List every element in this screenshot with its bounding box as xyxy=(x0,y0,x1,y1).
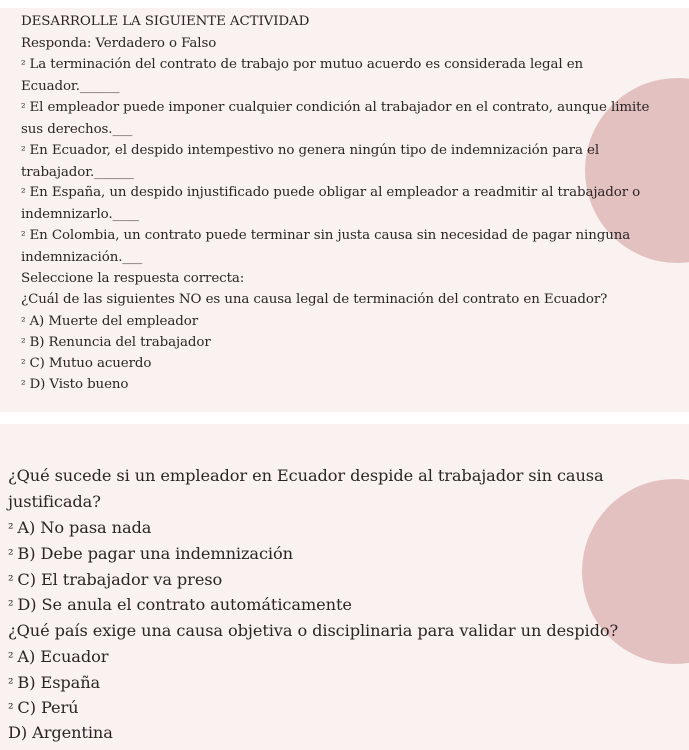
tf-item-3-blank: trabajador.______ xyxy=(21,165,134,180)
tf-item-1: ² La terminación del contrato de trabajo por mutuo acuerdo es considerada legal en xyxy=(21,57,584,72)
mc-instruction: Seleccione la respuesta correcta: xyxy=(21,271,245,286)
q2-option-d: D) Argentina xyxy=(8,723,113,742)
q1-option-c: ² C) El trabajador va preso xyxy=(8,570,223,589)
activity-heading: DESARROLLE LA SIGUIENTE ACTIVIDAD xyxy=(21,14,310,29)
q1-option-a: ² A) No pasa nada xyxy=(8,518,152,537)
tf-instruction: Responda: Verdadero o Falso xyxy=(21,36,217,51)
bullet-marker: ² xyxy=(21,185,26,199)
tf-item-3: ² En Ecuador, el despido intempestivo no genera ningún tipo de indemnización para el xyxy=(21,143,600,158)
q2-option-b: ² B) España xyxy=(8,673,101,692)
tf-item-4: ² En España, un despido injustificado puede obligar al empleador a readmitir al trabajador o xyxy=(21,185,641,200)
tf-item-5: ² En Colombia, un contrato puede terminar sin justa causa sin necesidad de pagar ninguna xyxy=(21,228,631,243)
tf-item-2: ² El empleador puede imponer cualquier condición al trabajador en el contrato, aunque limite xyxy=(21,100,650,115)
tf-item-5-blank: indemnización.___ xyxy=(21,250,143,265)
question-1-line-1: ¿Qué sucede si un empleador en Ecuador despide al trabajador sin causa xyxy=(8,466,604,485)
bullet-marker: ² xyxy=(21,57,26,71)
tf-item-1-blank: Ecuador.______ xyxy=(21,79,120,94)
question-2: ¿Qué país exige una causa objetiva o disciplinaria para validar un despido? xyxy=(8,621,619,640)
question-1-line-2: justificada? xyxy=(8,492,101,511)
mc-question: ¿Cuál de las siguientes NO es una causa legal de terminación del contrato en Ecuador? xyxy=(21,292,608,307)
activity-slide-bottom xyxy=(0,424,689,750)
mc-option-a: ² A) Muerte del empleador xyxy=(21,314,198,329)
mc-option-b: ² B) Renuncia del trabajador xyxy=(21,335,211,350)
q1-option-b: ² B) Debe pagar una indemnización xyxy=(8,544,293,563)
q2-option-c: ² C) Perú xyxy=(8,698,79,717)
mc-option-d: ² D) Visto bueno xyxy=(21,377,129,392)
bullet-marker: ² xyxy=(21,228,26,242)
q2-option-a: ² A) Ecuador xyxy=(8,647,109,666)
bullet-marker: ² xyxy=(21,143,26,157)
tf-item-2-blank: sus derechos.___ xyxy=(21,122,133,137)
bullet-marker: ² xyxy=(21,100,26,114)
q1-option-d: ² D) Se anula el contrato automáticamente xyxy=(8,595,352,614)
tf-item-4-blank: indemnizarlo.____ xyxy=(21,207,139,222)
activity-slide-top xyxy=(0,8,689,412)
mc-option-c: ² C) Mutuo acuerdo xyxy=(21,356,152,371)
